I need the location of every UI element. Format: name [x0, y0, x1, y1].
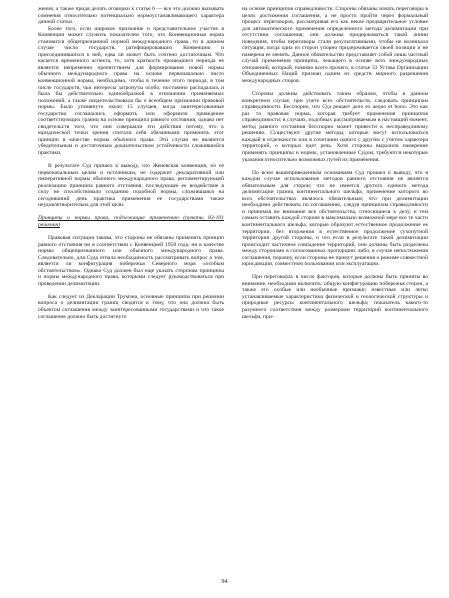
paragraph: жения, а также придя делать оговорки к статье 6 — все это должно вызывать сомнения относительно потенциально нормоустанавливающего характера данной статьи.: [38, 6, 224, 26]
paragraph: При переговорах в число факторов, которые должны быть приняты во внимание, необходимо включить: общую конфигурацию побережья сторон, а также его особые или необычные признаки; известные или легко устанавливаемые характеристики физической и геологической структуры и природные ресурсы континентального шельфа; показатель какого-то разумного соответствия между размерами территорий континентального шельфа, при-: [242, 274, 428, 320]
paragraph: По всем вышеприведенным основаниям Суд пришел к выводу, что в каждом случае использование методов равного отстояния не является обязательным для сторон; что не имеется другого единого метода делимитации границ континентального шельфа, применение которого во всех обстоятельствах являлось обязательным; что при делимитации необходимо действовать по соглашению, следуя принципам справедливости и принимая во внимание все обстоятельства, относящиеся к делу, и тем самым оставить каждой стороне в максимально возможной мере все те части континентального шельфа, которые образуют естественное продолжение ее территории, без вторжения в естественное продолжение сухопутной территории другой стороны, и что если в результате такой делимитации происходит частичное совпадение территорий, они должны быть разделены между сторонами в согласованных пропорциях либо, в случае непостижения соглашения, поровну, если стороны не примут решения о режиме совместной юрисдикции, совместном пользовании или эксплуатации.: [242, 169, 428, 268]
paragraph: Стороны должны действовать таким образом, чтобы в данном конкретном случае, при учете всех обстоятельств, следовать принципам справедливости. Бесспорно, что Суд решает дело ex aequo et bono. Это как раз та правовая норма, которая требует применения принципов справедливости; в случаях, подобных рассматриваемым в настоящий момент, метод равного отстояния бесспорно может привести к несправедливому решению. Существуют другие методы, которые могут использоваться каждый в отдельности или в сочетании одного с другим с учетом характера территорий, о которых идет речь. Хотя стороны выразили намерение применять принципы и нормы, установленные Судом, требуются некоторые указания относительно возможных путей их применения.: [242, 91, 428, 163]
section-subheading: Принципы и нормы права, подлежащие применению (пункты 83-101 решения): [38, 215, 224, 228]
paragraph: В результате Суд пришел к выводу, что Женевская конвенция, по ее первоначальным целям и источникам, не содержит декларативной или императивной нормы обычного международного права, регламентирующей реализацию принципа равного отстояния, последующее ее воздействие в силу не способствовало созданию подобной нормы, сложившаяся на сегодняшний день практика применения ее государствами также неудовлетворительна для этой цели.: [38, 163, 224, 209]
paragraph: на основе принципов справедливости. Стороны обязаны начать переговоры в целях достижения соглашения, а не просто пройти через формальный процесс переговоров, рассматривая его как некое предварительное условие для автоматического применения определенного метода делимитации при отсутствии соглашения; они должны придерживаться такой линии поведения, чтобы переговоры стали результативными, чтобы не возникала ситуация, когда одна из сторон упорно придерживается своей позиции и не намерена ее менять. Данное обязательство представляет собой лишь частный случай применения принципа, лежащего в основе всех международных отношений, который, помимо всего прочего, в статье 33 Устава Организации Объединенных Наций признан одним из средств мирного разрешения международных споров.: [242, 6, 428, 85]
paragraph: Более того, если широкое признание и представительное участие в Конвенции может служить показателем того, что Конвенционная норма становится общепризнанной нормой международного права, то в данном случае число государств, ратифицировавших Конвенцию и присоединившихся к ней, едва ли может быть сочтено достаточным. Что касается временного аспекта, то, хотя краткость прошедшего периода не является непременно препятствием для формирования новой нормы обычного международного права на основе первоначально чисто конвенционной нормы, необходимо, чтобы в течение этого периода, в том числе государств, чьи интересы затронуты особо, постоянно распадалась и была бы действительно единообразной в отношении применяемых положений, а также свидетельствовала бы о всеобщем признании правовой нормы. Было упомянуто около 15 случаев, когда заинтересованные государства соглашались оформить или оформили приведение соответствующих границ на основе принципа равного отстояния, однако нет свидетельств того, что они совершали эти действия потому, что к юридической точки зрения считали себя обязанными применить этот принцип в качестве нормы обычного права. Эти случаи не являются убедительным и достаточным доказательством устойчивости сложившейся практики.: [38, 25, 224, 157]
paragraph: Правовая ситуация такова, что стороны не обязаны применять принцип равного отстояния ни в соответствии с Конвенцией 1958 года, ни в качестве нормы общепризнанного или обычного международного права. Следовательно, для Суда отпала необходимость рассматривать вопрос о том, является ли конфигурация побережья Северного моря «особым обстоятельством». Однако Суд должен был еще указать сторонам принципы и нормы международного права, которыми следует руководствоваться при проведении делимитации.: [38, 235, 224, 287]
page-number: 94: [221, 579, 228, 585]
left-column: [38, 6, 224, 320]
paragraph: Как следует из Декларации Трумэна, основные принципы при решении вопроса о делимитации границ сводятся к тому, что она должна быть объектом соглашения между заинтересованными государствами и что такое соглашение должно быть достигнуто: [38, 293, 224, 320]
right-column: [242, 6, 428, 320]
